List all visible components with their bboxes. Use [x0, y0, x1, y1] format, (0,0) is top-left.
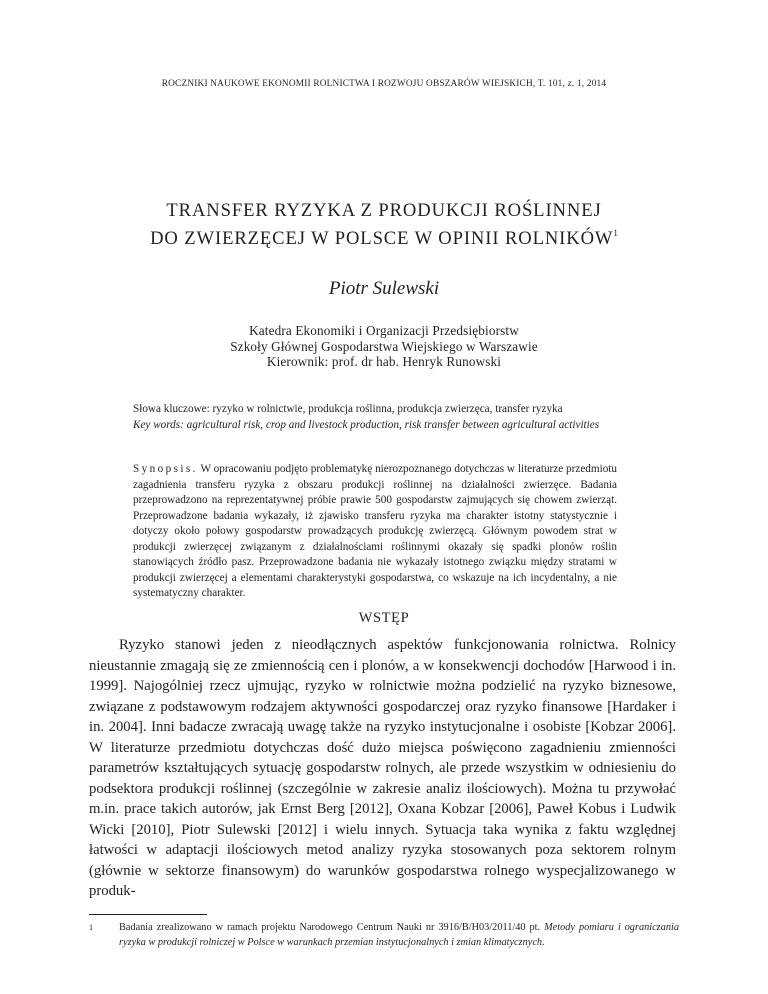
abstract — [133, 462, 617, 602]
affiliation — [0, 323, 768, 370]
footnote — [89, 921, 679, 950]
footnote-text-end: . — [542, 936, 545, 948]
footnote-text-plain: Badania zrealizowano w ramach projektu Narodowego Centrum Nauki nr 3916/B/H03/2011/40 pt. — [119, 922, 545, 933]
footnote-mark: 1 — [89, 923, 93, 932]
section-heading: WSTĘP — [358, 610, 410, 626]
title-footnote-mark[interactable]: 1 — [613, 228, 618, 238]
abstract-text: W opracowaniu podjęto problematykę nierozpoznanego dotychczas w literaturze przedmiotu zagadnienia transferu ryzyka z obszaru produkcji roślinnej na działalności zwierzęce. Badania przeprowadzono na reprezentatywnej próbie prawie 500 gospodarstw zajmujących się chowem zwierząt. Przeprowadzone badania wykazały, iż zjawisko transferu ryzyka ma charakter istotny statystycznie i dotyczy około połowy gospodarstw prowadzących produkcję zwierzęcą. Głównym powodem strat w produkcji zwierzęcej związanym z działalnościami roślinnymi okazały się spadki plonów roślin stanowiących źródło pasz. Przeprowadzone badania nie wykazały istotnego związku między stratami w produkcji zwierzęcej a elementami charakterystyki gospodarstwa, co wskazuje na ich incydentalny, a nie systematyczny charakter. — [133, 463, 617, 599]
footnote-divider — [89, 914, 207, 915]
keywords-english: Key words: agricultural risk, crop and livestock production, risk transfer between agricultural activities — [133, 419, 600, 431]
title-line-1: TRANSFER RYZYKA Z PRODUKCJI ROŚLINNEJ — [166, 200, 602, 221]
title-line-2-text: DO ZWIERZĘCEJ W POLSCE W OPINII ROLNIKÓW — [150, 228, 614, 249]
author-name: Piotr Sulewski — [328, 278, 440, 299]
affiliation-line-1: Katedra Ekonomiki i Organizacji Przedsiębiorstw — [249, 323, 519, 338]
abstract-lead: Synopsis. — [133, 463, 198, 475]
article-title — [0, 200, 768, 250]
running-head: ROCZNIKI NAUKOWE EKONOMII ROLNICTWA I ROZWOJU OBSZARÓW WIEJSKICH, T. 101, z. 1, 2014 — [161, 79, 607, 89]
title-line-2 — [0, 222, 768, 250]
affiliation-line-2: Szkoły Głównej Gospodarstwa Wiejskiego w Warszawie — [230, 338, 538, 354]
footnote-text — [119, 921, 679, 950]
footnote-project-title: Metody pomiaru i ograniczania ryzyka w produkcji rolniczej w Polsce w warunkach przemian instytucjonalnych i zmian klimatycznych — [119, 922, 679, 948]
affiliation-line-3: Kierownik: prof. dr hab. Henryk Runowski — [266, 354, 502, 369]
body-paragraph: Ryzyko stanowi jeden z nieodłącznych aspektów funkcjonowania rolnictwa. Rolnicy nieustannie zmagają się ze zmiennością cen i plonów, a w konsekwencji dochodów [Harwood i in. 1999]. Najogólniej rzecz ujmując, ryzyko w rolnictwie można podzielić na ryzyko biznesowe, związane z podstawowym rodzajem aktywności gospodarczej oraz ryzyko finansowe [Hardaker i in. 2004]. Inni badacze zwracają uwagę także na ryzyko instytucjonalne i osobiste [Kobzar 2006]. W literaturze przedmiotu dotychczas dość dużo miejsca poświęcono zagadnieniu zmienności parametrów kształtujących sytuację gospodarstw rolnych, ale przede wszystkim w odniesieniu do podsektora produkcji roślinnej (szczególnie w zakresie analiz ilościowych). Można tu przywołać m.in. prace takich autorów, jak Ernst Berg [2012], Oxana Kobzar [2006], Paweł Kobus i Ludwik Wicki [2010], Piotr Sulewski [2012] i wielu innych. Sytuacja taka wynika z faktu względnej łatwości w adaptacji ilościowych metod analizy ryzyka stosowanych poza sektorem rolnym (głównie w sektorze finansowym) do warunków gospodarstwa rolnego wyspecjalizowanego w produk- — [89, 637, 676, 899]
keywords-polish: Słowa kluczowe: ryzyko w rolnictwie, produkcja roślinna, produkcja zwierzęca, transfer ryzyka — [133, 403, 563, 415]
